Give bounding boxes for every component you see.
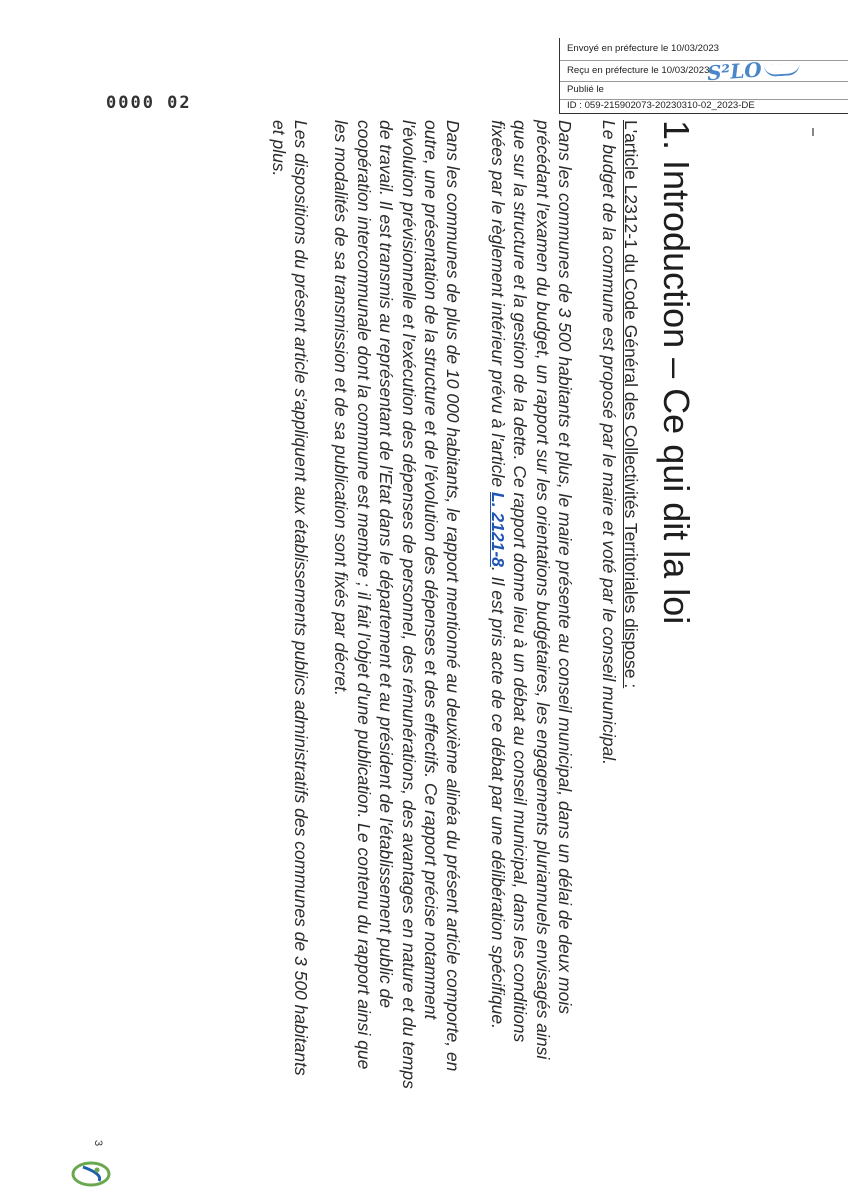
stamp-id: ID : 059-215902073-20230310-02_2023-DE bbox=[567, 100, 755, 111]
paragraph-2: Dans les communes de plus de 10 000 habitants, le rapport mentionné au deuxième alinéa du présent article comporte, en outre, une présentation de la structure et de l'évolution des dépenses et des effectifs. Ce rapport précise notamment l'évolution prévisionnelle et l'exécution des dépenses de personnel, des rémunérations, des avantages en nature et du temps de travail. Il est transmis au représentant de l'Etat dans le département et au président de l'établissement public de coopération intercommunale dont la commune est membre ; il fait l'objet d'une publication. Le contenu du rapport ainsi que les modalités de sa transmission et de sa publication sont fixés par décret. bbox=[331, 120, 464, 1089]
article-link[interactable]: L. 2121-8 bbox=[487, 492, 508, 567]
lead-sentence: Le budget de la commune est proposé par le maire et voté par le conseil municipal. bbox=[599, 120, 619, 765]
document-number: 0000 02 bbox=[106, 93, 192, 113]
stamp-received: Reçu en préfecture le 10/03/2023 bbox=[567, 65, 710, 76]
stamp-signature: S²LO bbox=[706, 55, 800, 85]
stamp-sent: Envoyé en préfecture le 10/03/2023 bbox=[567, 43, 720, 54]
stamp-published: Publié le bbox=[567, 84, 604, 95]
municipal-logo-icon bbox=[69, 1161, 113, 1187]
page-number: 3 bbox=[92, 1139, 105, 1147]
lead-block bbox=[598, 120, 642, 1120]
paragraph-3: Les dispositions du présent article s'appliquent aux établissements publics administratifs des communes de 3 500 habitants et plus. bbox=[269, 120, 312, 1076]
page-content bbox=[250, 120, 698, 1120]
paragraph-1: Dans les communes de 3 500 habitants et plus, le maire présente au conseil municipal, dans un délai de deux mois précédant l'examen du budget, un rapport sur les orientations budgétaires, les engagements pluriannuels envisagés ainsi que sur la structure et la gestion de la dette. Ce rapport donne lieu à un débat au conseil municipal, dans les conditions fixées par le règlement intérieur prévu à l'article L. 2121-8. Il est pris acte de ce débat par une délibération spécifique. bbox=[487, 120, 575, 1060]
law-reference: L'article L2312-1 du Code Général des Collectivités Territoriales dispose : bbox=[621, 120, 641, 689]
page-title: 1. Introduction – Ce qui dit la loi bbox=[656, 120, 697, 625]
